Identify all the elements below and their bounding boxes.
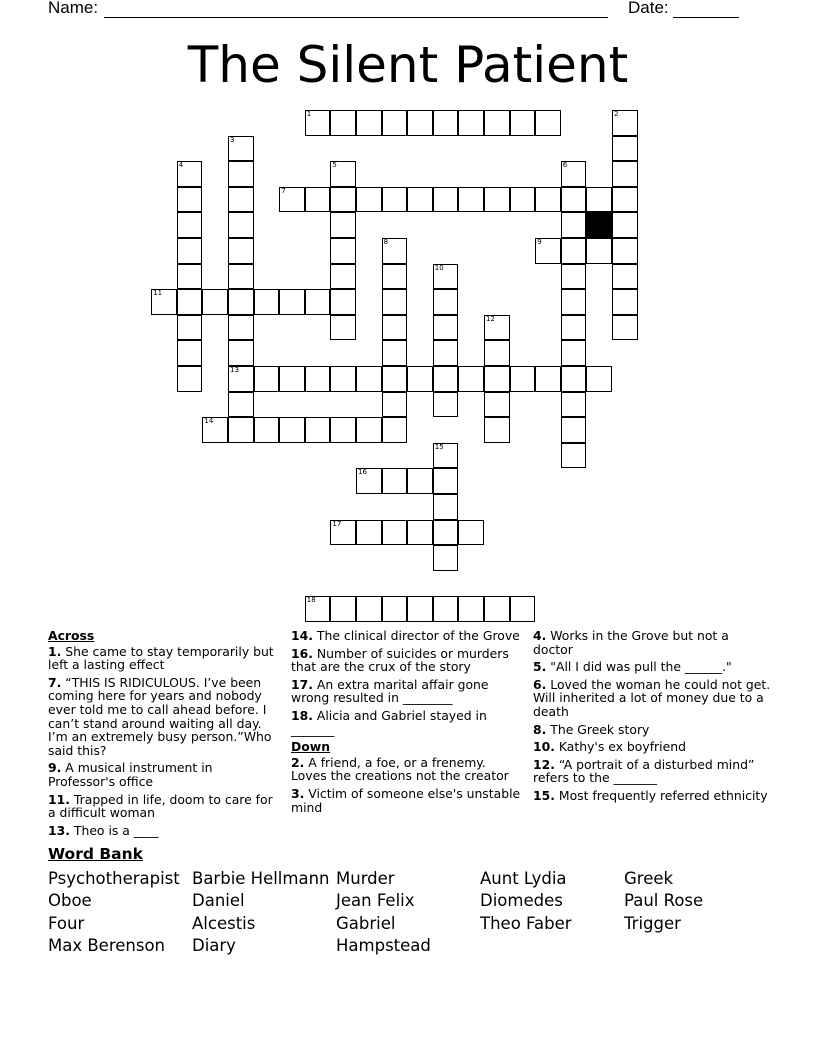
- clue-number: 5: [332, 161, 337, 170]
- crossword-cell[interactable]: [382, 238, 408, 264]
- crossword-cell[interactable]: [382, 596, 408, 622]
- crossword-cell[interactable]: [612, 212, 638, 238]
- word-bank-item: Alcestis: [192, 914, 256, 933]
- crossword-cell[interactable]: [254, 417, 280, 443]
- word-bank-item: Paul Rose: [624, 891, 704, 910]
- crossword-cell[interactable]: [305, 596, 331, 622]
- word-bank-item: Greek: [624, 869, 674, 888]
- crossword-cell[interactable]: [382, 289, 408, 315]
- crossword-cell[interactable]: [305, 289, 331, 315]
- crossword-cell[interactable]: [535, 187, 561, 213]
- word-bank-item: Aunt Lydia: [480, 869, 567, 888]
- crossword-cell[interactable]: [382, 520, 408, 546]
- crossword-cell[interactable]: [356, 596, 382, 622]
- crossword-cell[interactable]: [612, 289, 638, 315]
- crossword-cell[interactable]: [510, 110, 536, 136]
- crossword-cell[interactable]: [228, 366, 254, 392]
- clue-across-11: 11. Trapped in life, doom to care for a difficult woman: [48, 791, 273, 821]
- word-bank-item: Daniel: [192, 891, 245, 910]
- crossword-cell[interactable]: [330, 264, 356, 290]
- crossword-cell[interactable]: [382, 315, 408, 341]
- crossword-cell[interactable]: [305, 187, 331, 213]
- crossword-cell[interactable]: [177, 212, 203, 238]
- clues-column-1: [48, 628, 276, 841]
- crossword-cell[interactable]: [561, 366, 587, 392]
- crossword-cell[interactable]: [433, 110, 459, 136]
- clue-number: 8: [383, 238, 389, 246]
- crossword-cell[interactable]: [330, 161, 356, 187]
- crossword-cell[interactable]: [433, 187, 459, 213]
- clue-number: 13: [230, 366, 239, 374]
- clue-number: 1: [306, 110, 312, 118]
- crossword-cell[interactable]: [535, 238, 561, 264]
- crossword-cell[interactable]: [356, 366, 382, 392]
- crossword-cell[interactable]: [228, 212, 254, 238]
- word-bank-item: Hampstead: [336, 936, 431, 955]
- clue-down-15: 15. Most frequently referred ethnicity: [533, 787, 768, 803]
- clue-down-12: 12. “A portrait of a disturbed mind” refers to the _______: [533, 756, 755, 786]
- crossword-cell[interactable]: [612, 136, 638, 162]
- crossword-cell[interactable]: [382, 340, 408, 366]
- crossword-cell[interactable]: [612, 187, 638, 213]
- crossword-cell[interactable]: [382, 468, 408, 494]
- clue-number: 18: [306, 596, 316, 605]
- crossword-cell[interactable]: [484, 417, 510, 443]
- crossword-cell[interactable]: [330, 596, 356, 622]
- crossword-cell[interactable]: [407, 520, 433, 546]
- crossword-cell[interactable]: [561, 392, 587, 418]
- crossword-cell[interactable]: [356, 187, 382, 213]
- crossword-cell[interactable]: [561, 315, 587, 341]
- crossword-cell[interactable]: [484, 187, 510, 213]
- clue-number: 4: [178, 161, 184, 170]
- crossword-cell[interactable]: [407, 366, 433, 392]
- crossword-cell[interactable]: [177, 366, 203, 392]
- crossword-cell[interactable]: [433, 340, 459, 366]
- crossword-cell[interactable]: [356, 417, 382, 443]
- crossword-cell[interactable]: [382, 187, 408, 213]
- clue-number: 15: [434, 442, 444, 451]
- crossword-cell[interactable]: [279, 187, 305, 213]
- crossword-cell[interactable]: [612, 238, 638, 264]
- word-bank-item: Trigger: [624, 914, 681, 933]
- crossword-cell[interactable]: [612, 264, 638, 290]
- crossword-cell[interactable]: [561, 417, 587, 443]
- crossword-cell[interactable]: [228, 289, 254, 315]
- clue-across-13: 13. Theo is a ____: [48, 822, 159, 838]
- crossword-cell[interactable]: [484, 110, 510, 136]
- clue-number: 12: [486, 314, 495, 323]
- clue-down-2: 2. A friend, a foe, or a frenemy. Loves the creations not the creator: [291, 754, 509, 784]
- word-bank-item: Jean Felix: [336, 891, 415, 910]
- crossword-cell[interactable]: [228, 264, 254, 290]
- crossword-cell[interactable]: [228, 161, 254, 187]
- clue-across-16: 16. Number of suicides or murders that are the crux of the story: [291, 645, 509, 675]
- crossword-cell[interactable]: [407, 187, 433, 213]
- name-label: Name:: [48, 0, 99, 17]
- crossword-cell[interactable]: [510, 187, 536, 213]
- crossword-cell[interactable]: [484, 340, 510, 366]
- crossword-cell[interactable]: [484, 366, 510, 392]
- crossword-cell[interactable]: [228, 340, 254, 366]
- clue-number: 16: [358, 468, 367, 477]
- clue-down-10: 10. Kathy's ex boyfriend: [533, 739, 686, 755]
- crossword-cell[interactable]: [561, 443, 587, 469]
- crossword-black-cell: [586, 212, 612, 238]
- word-bank-item: Theo Faber: [480, 914, 572, 933]
- crossword-cell[interactable]: [484, 596, 510, 622]
- crossword-cell[interactable]: [561, 161, 587, 187]
- crossword-cell[interactable]: [305, 366, 331, 392]
- crossword-cell[interactable]: [458, 520, 484, 546]
- crossword-cell[interactable]: [330, 315, 356, 341]
- crossword-cell[interactable]: [535, 110, 561, 136]
- crossword-cell[interactable]: [433, 366, 459, 392]
- crossword-cell[interactable]: [433, 468, 459, 494]
- crossword-cell[interactable]: [561, 340, 587, 366]
- crossword-cell[interactable]: [177, 187, 203, 213]
- crossword-cell[interactable]: [433, 545, 459, 571]
- crossword-cell[interactable]: [356, 468, 382, 494]
- word-bank-item: Diomedes: [480, 891, 563, 910]
- crossword-cell[interactable]: [433, 392, 459, 418]
- clue-across-17: 17. An extra marital affair gone wrong resulted in ________: [291, 676, 489, 706]
- clue-down-8: 8. The Greek story: [533, 721, 650, 737]
- crossword-cell[interactable]: [382, 366, 408, 392]
- crossword-cell[interactable]: [382, 264, 408, 290]
- crossword-cell[interactable]: [561, 289, 587, 315]
- crossword-cell[interactable]: [433, 596, 459, 622]
- clue-number: 6: [562, 161, 568, 170]
- date-label: Date:: [628, 0, 669, 17]
- crossword-cell[interactable]: [561, 238, 587, 264]
- clue-down-3: 3. Victim of someone else's unstable mind: [291, 785, 521, 815]
- clue-number: 14: [204, 417, 214, 426]
- crossword-cell[interactable]: [228, 417, 254, 443]
- crossword-cell[interactable]: [279, 417, 305, 443]
- crossword-cell[interactable]: [228, 136, 254, 162]
- across-heading: Across: [48, 628, 95, 643]
- clue-down-5: 5. "All I did was pull the ______.": [533, 659, 732, 675]
- clue-across-14: 14. The clinical director of the Grove: [291, 628, 520, 643]
- crossword-cell[interactable]: [177, 315, 203, 341]
- crossword-cell[interactable]: [561, 187, 587, 213]
- crossword-cell[interactable]: [407, 468, 433, 494]
- crossword-cell[interactable]: [177, 238, 203, 264]
- crossword-cell[interactable]: [586, 187, 612, 213]
- crossword-cell[interactable]: [356, 110, 382, 136]
- word-bank-item: Psychotherapist: [48, 869, 180, 888]
- clue-down-4: 4. Works in the Grove but not a doctor: [533, 628, 729, 657]
- crossword-cell[interactable]: [330, 366, 356, 392]
- crossword-cell[interactable]: [254, 289, 280, 315]
- crossword-cell[interactable]: [177, 289, 203, 315]
- crossword-cell[interactable]: [279, 289, 305, 315]
- crossword-cell[interactable]: [458, 187, 484, 213]
- crossword-cell[interactable]: [202, 417, 228, 443]
- clues-column-3: [533, 628, 771, 807]
- crossword-cell[interactable]: [433, 289, 459, 315]
- crossword-cell[interactable]: [177, 264, 203, 290]
- clue-across-18: 18. Alicia and Gabriel stayed in _______: [291, 707, 487, 737]
- word-bank-item: Max Berenson: [48, 936, 166, 955]
- crossword-cell[interactable]: [330, 187, 356, 213]
- crossword-cell[interactable]: [586, 366, 612, 392]
- crossword-cell[interactable]: [330, 212, 356, 238]
- crossword-cell[interactable]: [202, 289, 228, 315]
- crossword-cell[interactable]: [535, 366, 561, 392]
- crossword-cell[interactable]: [433, 494, 459, 520]
- down-heading: Down: [291, 739, 331, 755]
- crossword-cell[interactable]: [510, 366, 536, 392]
- crossword-cell[interactable]: [458, 366, 484, 392]
- crossword-cell[interactable]: [330, 238, 356, 264]
- crossword-cell[interactable]: [151, 289, 177, 315]
- crossword-cell[interactable]: [433, 520, 459, 546]
- clue-across-9: 9. A musical instrument in Professor's office: [48, 760, 213, 789]
- crossword-cell[interactable]: [254, 366, 280, 392]
- clue-number: 17: [332, 519, 342, 528]
- crossword-cell[interactable]: [228, 315, 254, 341]
- clue-across-1: 1. She came to stay temporarily but left a lasting effect: [48, 643, 274, 673]
- crossword-cell[interactable]: [612, 161, 638, 187]
- crossword-cell[interactable]: [561, 212, 587, 238]
- crossword-cell[interactable]: [228, 187, 254, 213]
- crossword-cell[interactable]: [330, 520, 356, 546]
- crossword-cell[interactable]: [561, 264, 587, 290]
- crossword-cell[interactable]: [305, 417, 331, 443]
- clues-column-2: [291, 628, 521, 818]
- crossword-cell[interactable]: [458, 596, 484, 622]
- clue-number: 2: [614, 110, 619, 118]
- crossword-cell[interactable]: [177, 340, 203, 366]
- crossword-cell[interactable]: [433, 264, 459, 290]
- crossword-cell[interactable]: [407, 596, 433, 622]
- crossword-cell[interactable]: [382, 110, 408, 136]
- clue-number: 11: [153, 289, 163, 298]
- clue-number: 10: [434, 263, 444, 272]
- crossword-cell[interactable]: [382, 417, 408, 443]
- word-bank-item: Murder: [336, 869, 395, 888]
- crossword-cell[interactable]: [330, 110, 356, 136]
- word-bank-item: Four: [48, 914, 85, 933]
- crossword-cell[interactable]: [279, 366, 305, 392]
- crossword-cell[interactable]: [228, 392, 254, 418]
- page-title: The Silent Patient: [187, 36, 629, 94]
- crossword-cell[interactable]: [433, 443, 459, 469]
- crossword-cell[interactable]: [586, 238, 612, 264]
- clue-number: 3: [230, 135, 235, 144]
- crossword-cell[interactable]: [612, 110, 638, 136]
- word-bank-item: Diary: [192, 936, 236, 955]
- clue-number: 9: [537, 238, 542, 246]
- word-bank-item: Oboe: [48, 891, 92, 910]
- crossword-cell[interactable]: [177, 161, 203, 187]
- clue-across-7: 7. “THIS IS RIDICULOUS. I’ve been coming here for years and nobody ever told me to call ahead before. I can’t stand around waiting all day. I’m an extremely busy person.”Who said this?: [48, 674, 272, 758]
- crossword-cell[interactable]: [305, 110, 331, 136]
- crossword-cell[interactable]: [484, 315, 510, 341]
- crossword-cell[interactable]: [330, 289, 356, 315]
- crossword-cell[interactable]: [433, 315, 459, 341]
- word-bank-item: Gabriel: [336, 914, 396, 933]
- crossword-cell[interactable]: [356, 520, 382, 546]
- clue-number: 7: [281, 186, 286, 195]
- crossword-cell[interactable]: [458, 110, 484, 136]
- crossword-cell[interactable]: [330, 417, 356, 443]
- crossword-cell[interactable]: [510, 596, 536, 622]
- clue-down-6: 6. Loved the woman he could not get. Will inherited a lot of money due to a death: [533, 676, 771, 719]
- word-bank-item: Barbie Hellmann: [192, 869, 330, 888]
- crossword-cell[interactable]: [612, 315, 638, 341]
- crossword-cell[interactable]: [228, 238, 254, 264]
- word-bank-title: Word Bank: [48, 845, 143, 863]
- crossword-cell[interactable]: [382, 392, 408, 418]
- crossword-cell[interactable]: [484, 392, 510, 418]
- crossword-cell[interactable]: [407, 110, 433, 136]
